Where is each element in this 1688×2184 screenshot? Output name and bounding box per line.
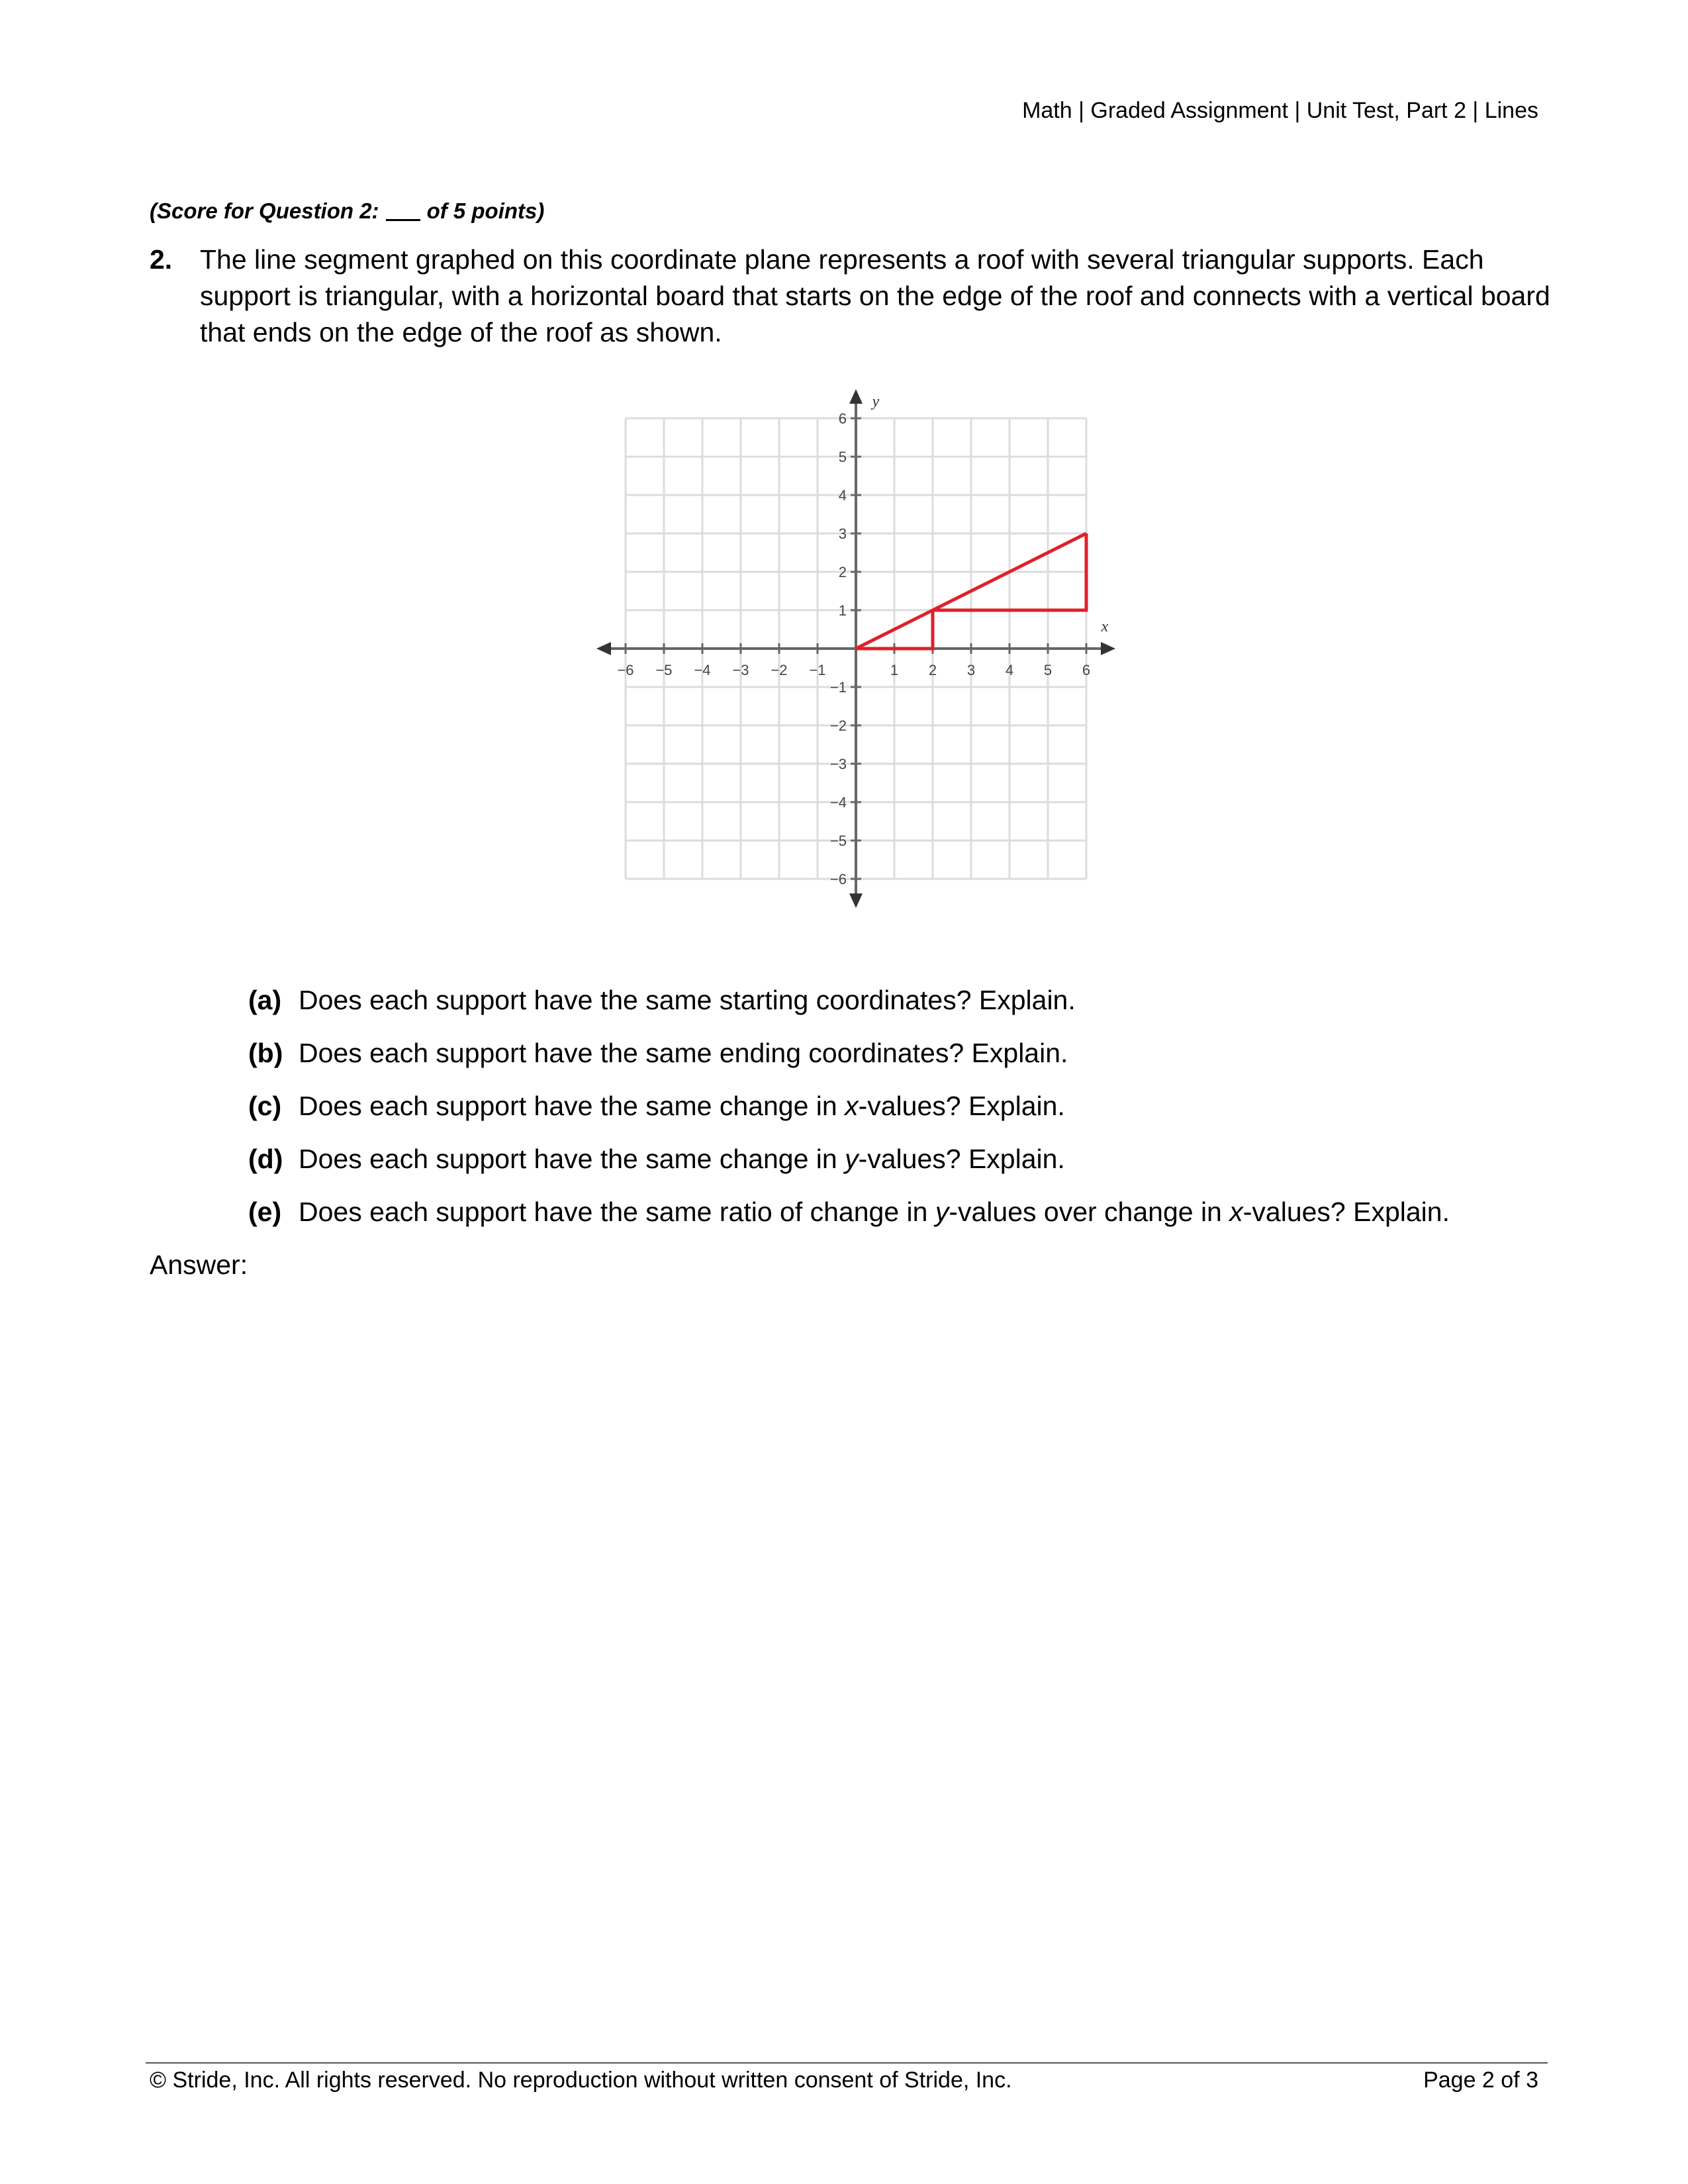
- part-text: Does each support have the same change in x-values? Explain.: [299, 1091, 1065, 1121]
- y-tick-label: −1: [829, 679, 847, 696]
- y-tick-label: −3: [829, 756, 847, 772]
- y-tick-label: 3: [838, 525, 847, 542]
- x-tick-label: 5: [1043, 662, 1053, 678]
- x-tick-label: −1: [809, 662, 826, 678]
- x-axis-arrow-left-icon: [596, 642, 611, 655]
- part-label: (a): [248, 985, 282, 1015]
- part-text: Does each support have the same ending coordinates? Explain.: [299, 1038, 1068, 1068]
- y-axis-arrow-up-icon: [849, 389, 863, 404]
- part-label: (d): [248, 1144, 283, 1174]
- part-text: Does each support have the same ratio of change in y-values over change in x-values? Explain.: [299, 1197, 1450, 1227]
- x-tick-label: 3: [966, 662, 976, 678]
- score-blank: [386, 219, 420, 221]
- x-tick-label: −3: [732, 662, 749, 678]
- coordinate-plane-graph: [596, 393, 1125, 933]
- question-number: 2.: [150, 244, 173, 275]
- part-text: Does each support have the same starting coordinates? Explain.: [299, 985, 1076, 1015]
- y-tick-label: −6: [829, 871, 847, 887]
- y-tick-label: −5: [829, 833, 847, 849]
- y-tick-label: 6: [838, 410, 847, 427]
- running-header: Math | Graded Assignment | Unit Test, Part 2 | Lines: [1022, 98, 1538, 123]
- y-tick-label: 2: [838, 564, 847, 580]
- x-axis-label: x: [1101, 618, 1109, 635]
- footer-copyright: © Stride, Inc. All rights reserved. No reproduction without written consent of Stride, Inc.: [150, 2068, 1012, 2093]
- footer-page-number: Page 2 of 3: [1423, 2068, 1538, 2093]
- question-text: The line segment graphed on this coordinate plane represents a roof with several triangular supports. Each support is triangular, with a horizontal board that starts on the edge of the roof and connects with a vertical board that ends on the edge of the roof as shown.: [200, 244, 1550, 347]
- x-tick-label: −5: [655, 662, 673, 678]
- x-axis-arrow-right-icon: [1101, 642, 1115, 655]
- footer-divider: [146, 2062, 1548, 2064]
- part-label: (b): [248, 1038, 283, 1068]
- part-text: Does each support have the same change in y-values? Explain.: [299, 1144, 1065, 1174]
- x-tick-label: 6: [1082, 662, 1091, 678]
- part-label: (c): [248, 1091, 282, 1121]
- y-tick-label: −4: [829, 794, 847, 811]
- score-prefix: (Score for Question 2:: [150, 199, 379, 223]
- x-tick-label: −6: [617, 662, 634, 678]
- x-tick-label: −2: [771, 662, 788, 678]
- score-line: [150, 199, 544, 224]
- tick-labels: [617, 393, 1108, 887]
- y-tick-label: 1: [838, 602, 847, 619]
- x-tick-label: −4: [694, 662, 711, 678]
- x-tick-label: 2: [928, 662, 937, 678]
- y-axis-label: y: [872, 393, 880, 410]
- y-tick-label: 5: [838, 449, 847, 465]
- score-suffix: of 5 points): [426, 199, 545, 223]
- x-tick-label: 4: [1005, 662, 1014, 678]
- part-label: (e): [248, 1197, 282, 1227]
- y-tick-label: −2: [829, 717, 847, 734]
- x-tick-label: 1: [890, 662, 899, 678]
- y-tick-label: 4: [838, 487, 847, 504]
- answer-label: Answer:: [150, 1250, 248, 1280]
- y-axis-arrow-down-icon: [849, 893, 863, 908]
